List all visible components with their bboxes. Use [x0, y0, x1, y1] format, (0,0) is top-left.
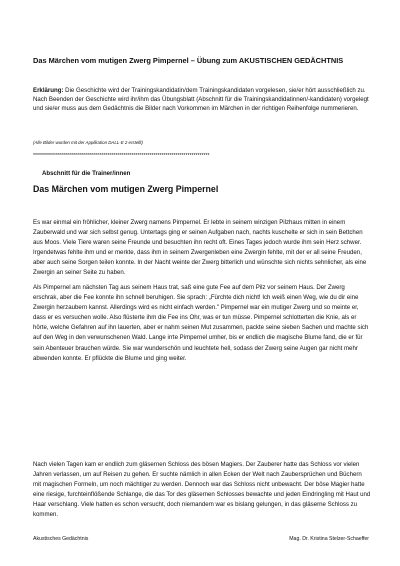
story-title: Das Märchen vom mutigen Zwerg Pimpernel	[33, 184, 219, 194]
story-paragraph: Nach vielen Tagen kam er endlich zum gläsernen Schloss des bösen Magiers. Der Zauberer hatte das Schloss vor vielen Jahren verlassen, um auf Reisen zu gehen. Er suchte nämlich in allen Ecken der Welt nach Zaubersprüchen und Büchern mit magischen Formeln, um noch mächtiger zu werden. Dennoch war das Schloss nicht unbewacht. Der böse Magier hatte eine riesige, furchteinflößende Schlange, die das Tor des gläsernen Schlosses bewachte und jeden Eindringling mit Haut und Haar verschlang. Viele hatten es schon versucht, doch niemandem war es bislang gelungen, in das gläserne Schloss zu kommen.	[33, 461, 371, 519]
image-credit-note: (Alle Bilder wurden mit der Applikation DALL-E 2 erstellt)	[33, 140, 143, 145]
document-title: Das Märchen vom mutigen Zwerg Pimpernel – Übung zum AKUSTISCHEN GEDÄCHTNIS	[33, 56, 344, 65]
footer-right-text: Mag. Dr. Kristina Stelzer-Schaeffer	[289, 536, 369, 542]
intro-paragraph	[33, 86, 369, 114]
footer-left-text: Akustisches Gedächtnis	[33, 536, 89, 542]
section-title: Abschnitt für die Trainer/innen	[42, 170, 131, 177]
intro-label: Erklärung:	[33, 87, 64, 94]
separator-line: ****************************************************************************************	[33, 153, 210, 159]
intro-text: Die Geschichte wird der Trainingskandidatin/dem Trainingskandidaten vorgelesen, sie/er hört ausschließlich zu. Nach Beenden der Geschichte wird ihr/ihm das Übungsblatt (Abschnitt für die Trainingskandidatinnen/-kandidaten) vorgelegt und sie/er muss aus dem Gedächtnis die Bilder nach Vorkommen im Märchen in der richtigen Reihenfolge nummerieren.	[33, 87, 369, 113]
story-paragraph: Es war einmal ein fröhlicher, kleiner Zwerg namens Pimpernel. Er lebte in seinem winzigen Pilzhaus mitten in einem Zauberwald und war sich selbst genug. Untertags ging er seinen Aufgaben nach, nachts kuschelte er sich in sein Bettchen aus Moos. Viele Tiere waren seine Freunde und besuchten ihn recht oft. Eines Tages jedoch wurde ihm sein Herz schwer. Irgendetwas fehlte ihm und er merkte, dass ihm in seinem Zwergenleben eine Zwergin fehlte, mit der er all seine Freuden, aber auch seine Sorgen teilen konnte. In der Nacht weinte der Zwerg bitterlich und wünschte sich nichts sehnlicher, als eine Zwergin an seiner Seite zu haben.	[33, 219, 367, 277]
story-paragraph: Als Pimpernel am nächsten Tag aus seinem Haus trat, saß eine gute Fee auf dem Pilz vor seinem Haus. Der Zwerg erschrak, aber die Fee konnte ihn schnell beruhigen. Sie sprach: „Fürchte dich nicht! Ich weiß einen Weg, wie du dir eine Zwergin herzaubern kannst. Allerdings wird es nicht einfach werden." Pimpernel war ein mutiger Zwerg und so meinte er, dass er es versuchen wolle. Also flüsterte ihm die Fee ins Ohr, was er tun müsse. Pimpernel schlotterten die Knie, als er hörte, welche Gefahren auf ihn lauerten, aber er nahm seinen Mut zusammen, packte seine sieben Sachen und machte sich auf den Weg in den verwunschenen Wald. Lange irrte Pimpernel umher, bis er endlich die magische Blume fand, die er für sein Abenteuer brauchen würde. Sie war wunderschön und leuchtete hell, sodass der Zwerg seine Augen gar nicht mehr abwenden konnte. Er pflückte die Blume und ging weiter.	[33, 284, 369, 362]
